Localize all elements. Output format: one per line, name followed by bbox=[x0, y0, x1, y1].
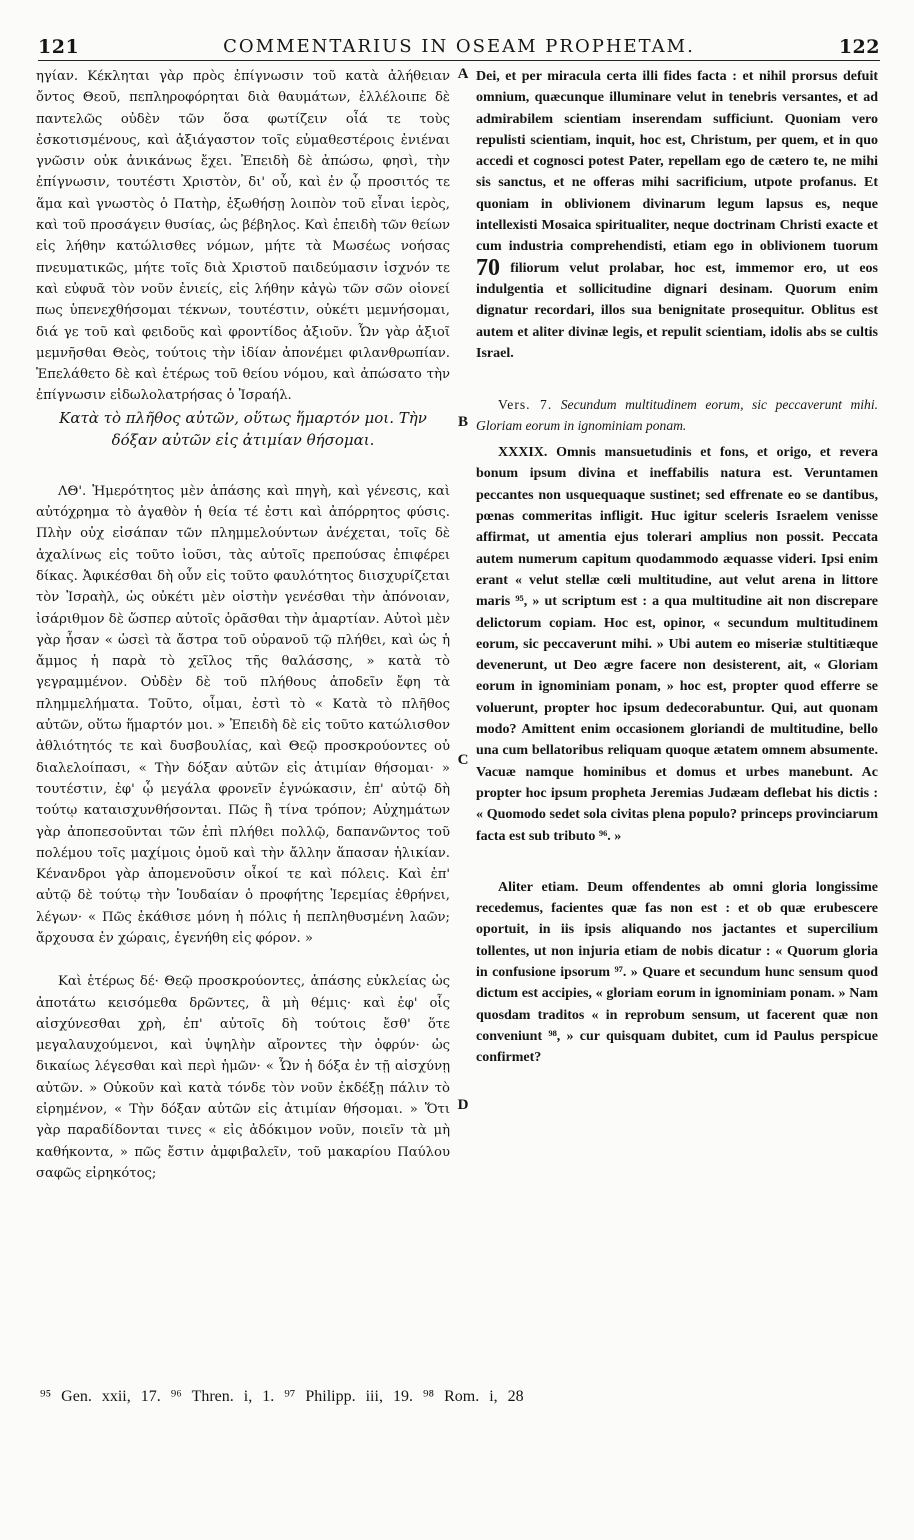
latin-verse bbox=[476, 394, 878, 436]
page-header bbox=[38, 30, 880, 61]
latin-paragraph-1 bbox=[476, 66, 878, 364]
footnotes: ⁹⁵ Gen. xxii, 17. ⁹⁶ Thren. i, 1. ⁹⁷ Philipp. iii, 19. ⁹⁸ Rom. i, 28 bbox=[40, 1388, 524, 1405]
running-title: COMMENTARIUS IN OSEAM PROPHETAM. bbox=[223, 36, 695, 57]
section-number: XXXIX. bbox=[498, 445, 548, 461]
latin-paragraph-2 bbox=[476, 442, 878, 847]
latin-verse-label: Vers. 7. bbox=[498, 397, 553, 413]
latin-verse-text: Secundum multitudinem eorum, sic peccaverunt mihi. Gloriam eorum in ignominiam ponam. bbox=[476, 397, 879, 434]
greek-column bbox=[36, 66, 450, 1184]
page-number-left: 121 bbox=[38, 36, 80, 58]
latin-paragraph-2-text: Omnis mansuetudinis et fons, et origo, et revera bonum ipsum divina et ineffabilis natura est. Veruntamen peccantes non usquequaque sustinet; sed effrenate eo se dantibus, pœnas commeritas infligit. Huc igitur sceleris Israelem venisse affirmat, ut amentia ejus tolerari amplius non possit. Peccata autem numerum capitum quodammodo æquasse videri. Ipsi enim erant « velut stellæ cœli multitudine, aut velut arena in littore maris ⁹⁵, » ut scriptum est : a qua multitudine ait non discrepare delictorum copiam. Hoc est, opinor, « secundum multitudinem eorum, sic peccaverunt mihi. » Ubi autem eo miseriæ stultitiæque devenerunt, ut Deo ægre facere non desisterent, ait, « Gloriam eorum in ignominiam ponam, » hoc est, propter quod efferre se voluerunt, propter hoc ipsum dedecorabuntur. Qui, aut quonam modo? Amittent enim occasionem gloriandi de multitudine, bello una cum bellatoribus reliquam quoque ætatem omnem absumente. Vacuæ namque hominibus et domus et urbes manebunt. Ac propter hoc ipsum propheta Jeremias Judæam deflebat his dictis : « Quomodo sedet sola civitas plena populo? princeps provinciarum facta est sub tributo ⁹⁶. » bbox=[476, 445, 878, 844]
greek-verse-heading: Κατὰ τὸ πλῆθος αὐτῶν, οὕτως ἥμαρτόν μοι. Τὴν δόξαν αὐτῶν εἰς ἀτιμίαν θήσομαι. bbox=[59, 408, 427, 449]
greek-paragraph-3: Καὶ ἑτέρως δέ· Θεῷ προσκρούοντες, ἁπάσης εὐκλείας ὡς ἀποτάτω κεισόμεθα δρῶντες, ἃ μὴ θέμις· καὶ ἐφ' οἷς αἰσχύνεσθαι χρὴ, ἐπ' αὐτοῖς δὴ τούτοις ἔσθ' ὅτε μεγαλαυχούμενοι, καὶ ὑψηλὴν αἴροντες τὴν ὀφρύν· ὡς δικαίως λέγεσθαι καὶ περὶ ἡμῶν· « Ὧν ἡ δόξα ἐν τῇ αἰσχύνῃ αὐτῶν. » Οὐκοῦν καὶ κατὰ τόνδε τὸν νοῦν ἐκδέξῃ πάλιν τὸ εἰρημένον, « Τὴν δόξαν αὐτῶν εἰς ἀτιμίαν θήσομαι. » Ὅτι γὰρ παραδίδονται τινες « εἰς ἀδόκιμον νοῦν, ποιεῖν τὰ μὴ καθήκοντα, » πῶς ἔστιν ἀμφιβαλεῖν, τοῦ μακαρίου Παύλου σαφῶς εἰρηκότος; bbox=[36, 974, 450, 1181]
latin-paragraph-1a: Dei, et per miracula certa illi fides facta : et nihil prorsus defuit omnium, quæcunque illuminare velut in tenebris versantes, et ad admirabilem scientiam inserendam sufficiunt. Quoniam vero repulisti scientiam, inquit, hoc est, Christum, per quem, et in quo accedi et cognosci potest Pater, repellam ego de cætero te, ne mihi sis sanctus, et ne offeras mihi sacrificium, utpote profanus. Et quoniam in oblivionem divinarum legum lapsus es, neque intellexisti Mosaica spiritualiter, neque doctrinam Christi exacte et cum industria comprehendisti, etiam ego in oblivionem tuorum bbox=[476, 69, 878, 255]
greek-paragraph-2: ΛΘ'. Ἡμερότητος μὲν ἁπάσης καὶ πηγὴ, καὶ γένεσις, καὶ αὐτόχρημα τὸ ἀγαθὸν ἡ θεία τέ ἐστι καὶ ἀπόρρητος φύσις. Πλὴν οὐχ εἰσάπαν τῶν πλημμελούντων ἀνέχεται, τοῖς δὲ ἀχαλίνως εἰς τοῦτο ἰοῦσι, τὰς αὐτοῖς πρεπούσας ἐπιφέρει δίκας. Ἀφικέσθαι δὴ οὖν εἰς τοῦτο φαυλότητος διισχυρίζεται τὸν Ἰσραὴλ, ὡς οὐκέτι μὲν οἰστὴν γενέσθαι τὴν ἀπόνοιαν, ἰσάριθμον δὲ ὥσπερ αὐτοῖς ὁρᾶσθαι τὴν ἁμαρτίαν. Αὐτοὶ μὲν γὰρ ἦσαν « ὡσεὶ τὰ ἄστρα τοῦ οὐρανοῦ τῷ πλήθει, καὶ ὡς ἡ ἄμμος ἡ παρὰ τὸ χεῖλος τῆς θαλάσσης, » κατὰ τὸ γεγραμμένον. Οὐδὲν δὲ τοῦ πλήθους ἀποδεῖν ἔφη τὰ πλημμελήματα. Τοῦτο, οἶμαι, ἐστὶ τὸ « Κατὰ τὸ πλῆθος αὐτῶν, οὕτω ἥμαρτόν μοι. » Ἐπειδὴ δὲ εἰς τοῦτο κατώλισθον ἀθλιότητός τε καὶ δυσβουλίας, καὶ Θεῷ προσκρούοντες οὐ διαλελοίπασι, « Τὴν δόξαν αὐτῶν εἰς ἀτιμίαν θήσομαι· » τουτέστιν, ἐφ' ᾧ μεγάλα φρονεῖν ἐγνώκασιν, ἐπ' αὐτῷ δὴ τούτῳ καταισχυνθήσονται. Πῶς ἢ τίνα τρόπον; Αὐχημάτων γὰρ ἀποπεσοῦνται τῶν ἐπὶ πλήθει πολλῷ, δαπανῶντος τοῦ πολέμου τοῖς μαχίμοις ὁμοῦ καὶ τὴν ἄλλην ἅπασαν ἡλικίαν. Κένανδροι γὰρ ἀπομενοῦσιν οἶκοί τε καὶ πόλεις. Καὶ ἐπ' αὐτῷ δὲ τούτῳ τὴν Ἰουδαίαν ὁ προφήτης Ἱερεμίας ἐθρήνει, λέγων· « Πῶς ἐκάθισε μόνη ἡ πόλις ἡ πεπληθυσμένη λαῶν; ἄρχουσα ἐν χώραις, ἐγενήθη εἰς φόρον. » bbox=[36, 483, 450, 946]
margin-letter-d: D bbox=[457, 1097, 469, 1113]
greek-paragraph-1: ηγίαν. Κέκληται γὰρ πρὸς ἐπίγνωσιν τοῦ κατὰ ἀλήθειαν ὄντος Θεοῦ, πεπληροφόρηται διὰ θαυμάτων, ἐλλέλοιπε δὲ παντελῶς οὐδὲν τῶν ὅσα φωτίζειν οἶά τε τοὺς ἐσκοτισμένους, καὶ ἀξιάγαστον τοῖς εὐμαθεστέροις ἐνιέναι γνῶσιν οὐκ ἀνικάνως ἔχει. Ἐπειδὴ δὲ ἀπώσω, φησὶ, τὴν ἐπίγνωσιν, τουτέστι Χριστὸν, δι' οὗ, καὶ ἐν ᾧ προσιτός τε ἅμα καὶ γνωστὸς ὁ Πατὴρ, ἐξωθήσῃ λοιπὸν τοῦ εἶναι ἱερὸς, καὶ τοῦ προσάγειν θυσίας, ὡς βέβηλος. Καὶ ἐπειδὴ τῶν θείων εἰς λήθην κατώλισθες νόμων, μήτε τὰ Μωσέως νοήσας πνευματικῶς, μήτε τοῖς διὰ Χριστοῦ παιδεύμασιν ἰσχνόν τε καὶ εὐφυᾶ τὸν νοῦν ἐνιείς, εἰς λήθην κἀγὼ τῶν σῶν οἱονεί πως ὑπενεχθήσομαι τέκνων, τουτέστιν, οὐκέτι μεμνήσομαι, διά γε τοῦ καὶ φειδοῦς καὶ φροντίδος ἀξιοῦν. Ὧν γὰρ ἀξιοῖ μεμνῆσθαι Θεὸς, τούτοις τὴν ἰδίαν ἀπονέμει φιλανθρωπίαν. Ἐπελάθετο δὲ καὶ ἑτέρως τοῦ θείου νόμου, καὶ ἀπώσατο τὴν ἐπίγνωσιν εἰδωλολατρήσας ὁ Ἰσραήλ. bbox=[36, 69, 450, 404]
latin-paragraph-3: Aliter etiam. Deum offendentes ab omni gloria longissime recedemus, facientes quæ fas non est : et ob quæ erubescere oportuit, in iis ipsis aliquando nos jactantes et supercilium tollentes, ut non injuria etiam de nobis dicatur : « Quorum gloria in confusione ipsorum ⁹⁷. » Quare et secundum hunc sensum quod dictum est accipies, « gloriam eorum in ignominiam ponam. » Nam quosdam traditos « in reprobum sensum, ut facerent quæ non conveniunt ⁹⁸, » cur quisquam dubitet, cum id Paulus perspicue confirmet? bbox=[476, 879, 878, 1066]
margin-letter-a: A bbox=[457, 66, 469, 82]
page-number-right: 122 bbox=[838, 36, 880, 58]
marginal-number-70: 70 bbox=[476, 254, 500, 281]
margin-letter-c: C bbox=[457, 752, 469, 768]
margin-letter-b: B bbox=[457, 414, 468, 430]
latin-column bbox=[476, 66, 878, 1068]
latin-paragraph-1b: filiorum velut prolabar, hoc est, immemor ero, ut eos indulgentia et sollicitudine dignari desinam. Quorum enim dignatur recordari, illos sua benignitate prosequitur. Oblitus est autem et aliter divinæ legis, et repulit scientiam, idolis abs se cultis Israel. bbox=[476, 260, 878, 361]
